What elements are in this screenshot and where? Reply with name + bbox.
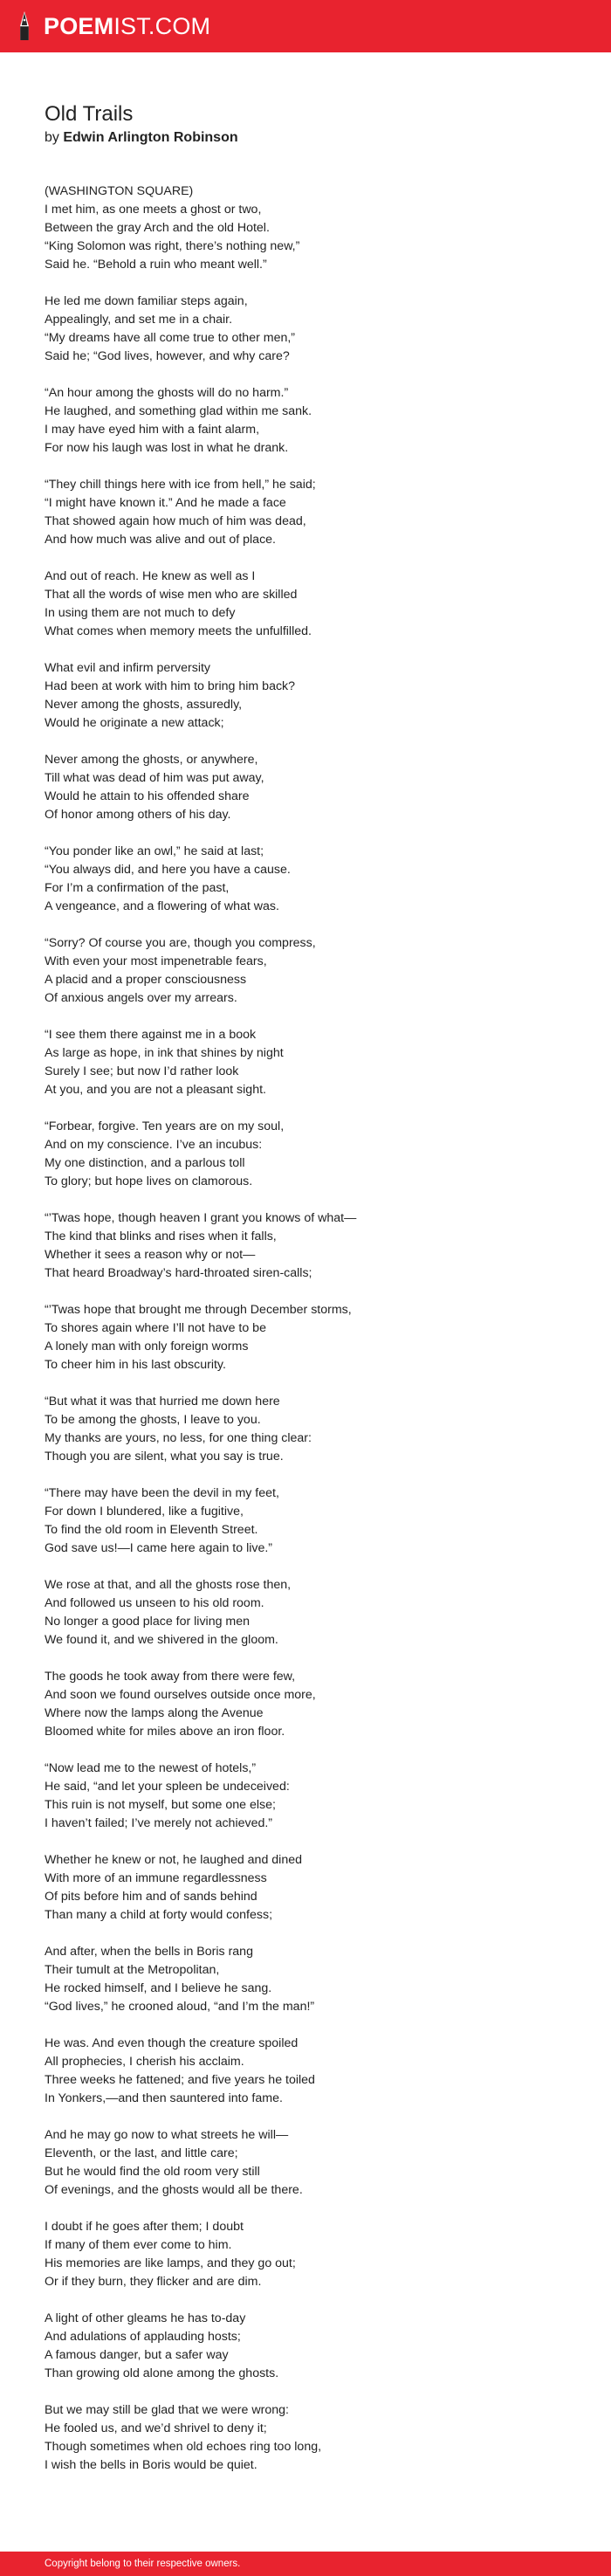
poem-line: Three weeks he fattened; and five years he toiled — [45, 2073, 315, 2087]
poem-line: And on my conscience. I’ve an incubus: — [45, 1138, 263, 1152]
poem-line: That all the words of wise men who are skilled — [45, 588, 298, 602]
poem-line: Said he; “God lives, however, and why care? — [45, 349, 290, 363]
poem-line: “There may have been the devil in my feet, — [45, 1486, 279, 1500]
poem-line: Though sometimes when old echoes ring too long, — [45, 2440, 322, 2454]
poem-stanza — [45, 2035, 568, 2108]
poem-stanza — [45, 1484, 568, 1558]
poem-line: And how much was alive and out of place. — [45, 533, 276, 547]
poem-line: Appealingly, and set me in a chair. — [45, 313, 233, 327]
poem-line: With more of an immune regardlessness — [45, 1871, 267, 1885]
poem-line: Where now the lamps along the Avenue — [45, 1706, 264, 1720]
poem-line: Of honor among others of his day. — [45, 808, 231, 822]
poem-stanza — [45, 476, 568, 549]
poem-stanza — [45, 568, 568, 641]
poem-line: I haven’t failed; I’ve merely not achieved.” — [45, 1816, 273, 1830]
byline-prefix: by — [45, 130, 59, 145]
poem-stanza — [45, 934, 568, 1008]
poem-stanza — [45, 1576, 568, 1650]
poem-line: “’Twas hope, though heaven I grant you knows of what— — [45, 1211, 357, 1225]
poem-line: “’Twas hope that brought me through December storms, — [45, 1303, 352, 1317]
poem-content — [45, 101, 568, 2493]
poem-stanza — [45, 1026, 568, 1099]
site-footer — [0, 2552, 611, 2576]
poem-line: We found it, and we shivered in the gloom. — [45, 1633, 278, 1647]
poem-line: “You ponder like an owl,” he said at last; — [45, 844, 264, 858]
poem-line: What evil and infirm perversity — [45, 661, 211, 675]
poem-line: A placid and a proper consciousness — [45, 973, 247, 987]
poem-line: At you, and you are not a pleasant sight. — [45, 1083, 266, 1097]
poem-line: Till what was dead of him was put away, — [45, 771, 264, 785]
poem-line: Though you are silent, what you say is true. — [45, 1450, 284, 1464]
poem-line: The goods he took away from there were few, — [45, 1670, 296, 1684]
poem-line: He led me down familiar steps again, — [45, 294, 248, 308]
poem-line: In using them are not much to defy — [45, 606, 236, 620]
poem-line: I doubt if he goes after them; I doubt — [45, 2220, 244, 2234]
poem-line: Surely I see; but now I’d rather look — [45, 1064, 239, 1078]
poem-line: For now his laugh was lost in what he drank. — [45, 441, 289, 455]
poem-line: If many of them ever come to him. — [45, 2238, 232, 2252]
poem-stanza — [45, 1393, 568, 1466]
poem-line: And out of reach. He knew as well as I — [45, 569, 256, 583]
poem-line: For down I blundered, like a fugitive, — [45, 1505, 244, 1519]
poem-line: “Sorry? Of course you are, though you compress, — [45, 936, 316, 950]
poem-line: For I’m a confirmation of the past, — [45, 881, 230, 895]
poem-line: That showed again how much of him was dead, — [45, 514, 306, 528]
poem-line: Bloomed white for miles above an iron floor. — [45, 1725, 285, 1739]
poem-line: And after, when the bells in Boris rang — [45, 1945, 253, 1959]
poem-line: Their tumult at the Metropolitan, — [45, 1963, 220, 1977]
poem-stanza — [45, 1760, 568, 1833]
poem-line: And adulations of applauding hosts; — [45, 2330, 241, 2344]
brand-wordmark — [44, 10, 210, 42]
poem-line: A vengeance, and a flowering of what was. — [45, 899, 279, 913]
poem-line: Eleventh, or the last, and little care; — [45, 2146, 238, 2160]
poem-line: “I might have known it.” And he made a face — [45, 496, 286, 510]
poem-line: My thanks are yours, no less, for one thing clear: — [45, 1431, 312, 1445]
poem-line: Had been at work with him to bring him back? — [45, 679, 296, 693]
brand-strong-text: POEM — [44, 13, 114, 39]
poem-line: He was. And even though the creature spoiled — [45, 2036, 299, 2050]
poem-line: And he may go now to what streets he will— — [45, 2128, 289, 2142]
poem-line: I may have eyed him with a faint alarm, — [45, 423, 260, 437]
poem-stanza — [45, 2126, 568, 2200]
poem-line: Than growing old alone among the ghosts. — [45, 2366, 279, 2380]
poem-line: “God lives,” he crooned aloud, “and I’m the man!” — [45, 2000, 315, 2014]
poem-line: A lonely man with only foreign worms — [45, 1340, 249, 1353]
poem-byline — [45, 128, 568, 148]
poem-line: Would he originate a new attack; — [45, 716, 224, 730]
poem-line: Or if they burn, they flicker and are dim. — [45, 2275, 262, 2289]
poem-line: To shores again where I’ll not have to be — [45, 1321, 266, 1335]
poem-line: Whether it sees a reason why or not— — [45, 1248, 256, 1262]
poem-line: I wish the bells in Boris would be quiet. — [45, 2458, 257, 2472]
poem-line: We rose at that, and all the ghosts rose then, — [45, 1578, 292, 1592]
poem-stanza — [45, 2310, 568, 2383]
poem-line: What comes when memory meets the unfulfilled. — [45, 624, 312, 638]
poem-line: As large as hope, in ink that shines by night — [45, 1046, 284, 1060]
poem-line: “Forbear, forgive. Ten years are on my soul, — [45, 1119, 285, 1133]
poem-line: Would he attain to his offended share — [45, 789, 250, 803]
poem-line: To cheer him in his last obscurity. — [45, 1358, 226, 1372]
site-logo[interactable] — [16, 10, 210, 42]
poem-body — [45, 183, 568, 2475]
poem-line: To glory; but hope lives on clamorous. — [45, 1174, 253, 1188]
poem-line: Between the gray Arch and the old Hotel. — [45, 221, 270, 235]
poem-line: He rocked himself, and I believe he sang. — [45, 1981, 272, 1995]
poem-stanza — [45, 1851, 568, 1925]
poem-line: “Now lead me to the newest of hotels,” — [45, 1761, 257, 1775]
poem-line: And followed us unseen to his old room. — [45, 1596, 264, 1610]
poem-stanza — [45, 2401, 568, 2475]
poem-line: “King Solomon was right, there’s nothing new,” — [45, 239, 300, 253]
poem-line: “An hour among the ghosts will do no harm.” — [45, 386, 289, 400]
poem-stanza — [45, 293, 568, 366]
poem-line: Whether he knew or not, he laughed and dined — [45, 1853, 302, 1867]
poem-line: A light of other gleams he has to-day — [45, 2311, 246, 2325]
poem-title: Old Trails — [45, 102, 134, 126]
poem-line: Of evenings, and the ghosts would all be there. — [45, 2183, 303, 2197]
pen-nib-icon — [16, 10, 33, 42]
poem-line: And soon we found ourselves outside once more, — [45, 1688, 316, 1702]
poem-stanza — [45, 384, 568, 458]
poem-line: He fooled us, and we’d shrivel to deny it; — [45, 2421, 267, 2435]
poem-stanza — [45, 751, 568, 824]
poem-line: But he would find the old room very still — [45, 2165, 260, 2179]
poem-line: “I see them there against me in a book — [45, 1028, 257, 1042]
poem-stanza — [45, 659, 568, 733]
poem-stanza — [45, 1943, 568, 2016]
poem-line: A famous danger, but a safer way — [45, 2348, 229, 2362]
poem-line: Never among the ghosts, assuredly, — [45, 698, 243, 712]
poem-stanza — [45, 843, 568, 916]
poem-line: All prophecies, I cherish his acclaim. — [45, 2055, 244, 2069]
poem-line: Said he. “Behold a ruin who meant well.” — [45, 258, 267, 272]
poem-line: I met him, as one meets a ghost or two, — [45, 203, 262, 217]
poem-line: The kind that blinks and rises when it falls, — [45, 1229, 277, 1243]
poem-line: “They chill things here with ice from hell,” he said; — [45, 478, 316, 492]
poem-line: In Yonkers,—and then sauntered into fame. — [45, 2091, 283, 2105]
poem-stanza — [45, 1209, 568, 1283]
poem-line: (WASHINGTON SQUARE) — [45, 184, 194, 198]
poem-line: But we may still be glad that we were wrong: — [45, 2403, 289, 2417]
poem-line: No longer a good place for living men — [45, 1615, 251, 1629]
poem-stanza — [45, 1668, 568, 1741]
poem-line: My one distinction, and a parlous toll — [45, 1156, 245, 1170]
poem-line: To be among the ghosts, I leave to you. — [45, 1413, 261, 1427]
poem-line: With even your most impenetrable fears, — [45, 954, 267, 968]
poem-line: “But what it was that hurried me down here — [45, 1395, 280, 1409]
poem-line: His memories are like lamps, and they go out; — [45, 2256, 296, 2270]
poem-author: Edwin Arlington Robinson — [63, 130, 238, 145]
poem-line: He laughed, and something glad within me sank. — [45, 404, 312, 418]
poem-line: “You always did, and here you have a cause. — [45, 863, 291, 877]
poem-line: Never among the ghosts, or anywhere, — [45, 753, 258, 767]
footer-copyright: Copyright belong to their respective owners. — [45, 2559, 241, 2569]
poem-stanza — [45, 1301, 568, 1374]
poem-line: Of anxious angels over my arrears. — [45, 991, 237, 1005]
poem-line: He said, “and let your spleen be undeceived: — [45, 1780, 290, 1794]
poem-line: This ruin is not myself, but some one else; — [45, 1798, 276, 1812]
poem-stanza — [45, 2218, 568, 2291]
poem-line: “My dreams have all come true to other men,” — [45, 331, 296, 345]
brand-light-text: IST.COM — [113, 13, 211, 39]
poem-stanza — [45, 1118, 568, 1191]
poem-line: To find the old room in Eleventh Street. — [45, 1523, 258, 1537]
poem-line: God save us!—I came here again to live.” — [45, 1541, 273, 1555]
poem-line: That heard Broadway’s hard-throated siren-calls; — [45, 1266, 312, 1280]
poem-line: Than many a child at forty would confess; — [45, 1908, 273, 1922]
poem-line: Of pits before him and of sands behind — [45, 1890, 257, 1904]
poem-stanza — [45, 183, 568, 274]
site-header — [0, 0, 611, 52]
